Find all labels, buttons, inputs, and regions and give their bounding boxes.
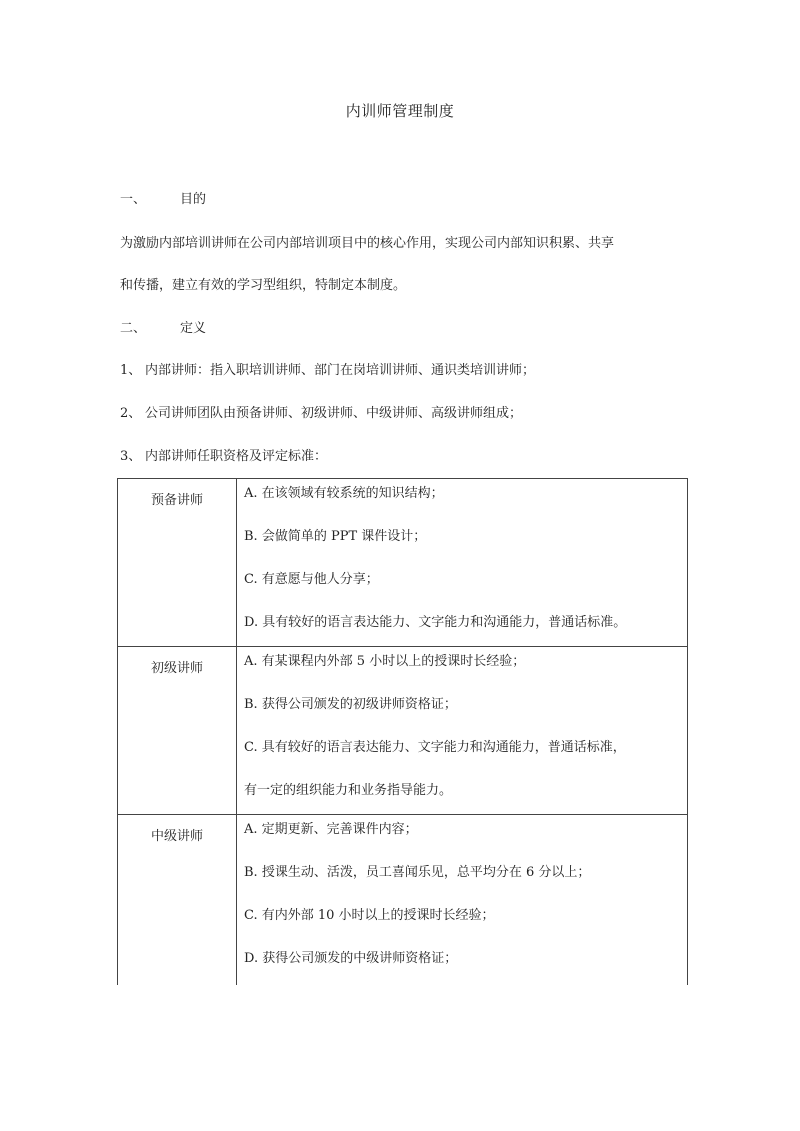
section-1-paragraph-line-2: 和传播，建立有效的学习型组织，特制定本制度。 [120,278,407,293]
level-label: 预备讲师 [150,493,203,508]
point-text: 公司讲师团队由预备讲师、初级讲师、中级讲师、高级讲师组成； [145,406,523,421]
criterion: D. 获得公司颁发的中级讲师资格证； [244,951,458,966]
table-row-intermediate [118,815,687,985]
table-row-junior [118,647,687,815]
criterion: C. 具有较好的语言表达能力、文字能力和沟通能力，普通话标准， [244,740,626,755]
document-title: 内训师管理制度 [345,102,455,120]
section-2-number: 二、 [120,321,147,336]
criterion: D. 具有较好的语言表达能力、文字能力和沟通能力，普通话标准。 [244,615,627,630]
criterion: 有一定的组织能力和业务指导能力。 [244,783,453,798]
criterion: B. 授课生动、活泼，员工喜闻乐见，总平均分在 6 分以上； [244,865,591,880]
definition-point-1 [120,359,535,378]
section-1-paragraph-line-1: 为激励内部培训讲师在公司内部培训项目中的核心作用，实现公司内部知识积累、共享 [120,236,615,251]
section-1-heading [120,188,206,207]
definition-point-2 [120,402,522,421]
point-number: 2、 [120,406,142,421]
table-row-preparatory [118,479,687,647]
level-cell [118,815,237,985]
level-cell [118,479,237,646]
section-2-heading [120,317,206,336]
criterion: A. 有某课程内外部 5 小时以上的授课时长经验； [244,654,526,669]
level-cell [118,647,237,814]
point-number: 3、 [120,449,142,464]
point-number: 1、 [120,363,142,378]
criterion: C. 有意愿与他人分享； [244,572,379,587]
criterion: A. 在该领域有较系统的知识结构； [244,486,444,501]
section-1-title: 目的 [180,192,207,207]
qualification-table [117,478,688,985]
section-1-number: 一、 [120,192,147,207]
definition-point-3 [120,445,327,464]
section-2-title: 定义 [180,321,207,336]
level-label: 初级讲师 [150,661,203,676]
criterion: A. 定期更新、完善课件内容； [244,822,418,837]
level-label: 中级讲师 [150,829,203,844]
criterion: C. 有内外部 10 小时以上的授课时长经验； [244,908,495,923]
point-text: 内部讲师：指入职培训讲师、部门在岗培训讲师、通识类培训讲师； [145,363,536,378]
criterion: B. 会做简单的 PPT 课件设计； [244,529,427,544]
criterion: B. 获得公司颁发的初级讲师资格证； [244,697,457,712]
point-text: 内部讲师任职资格及评定标准： [145,449,328,464]
